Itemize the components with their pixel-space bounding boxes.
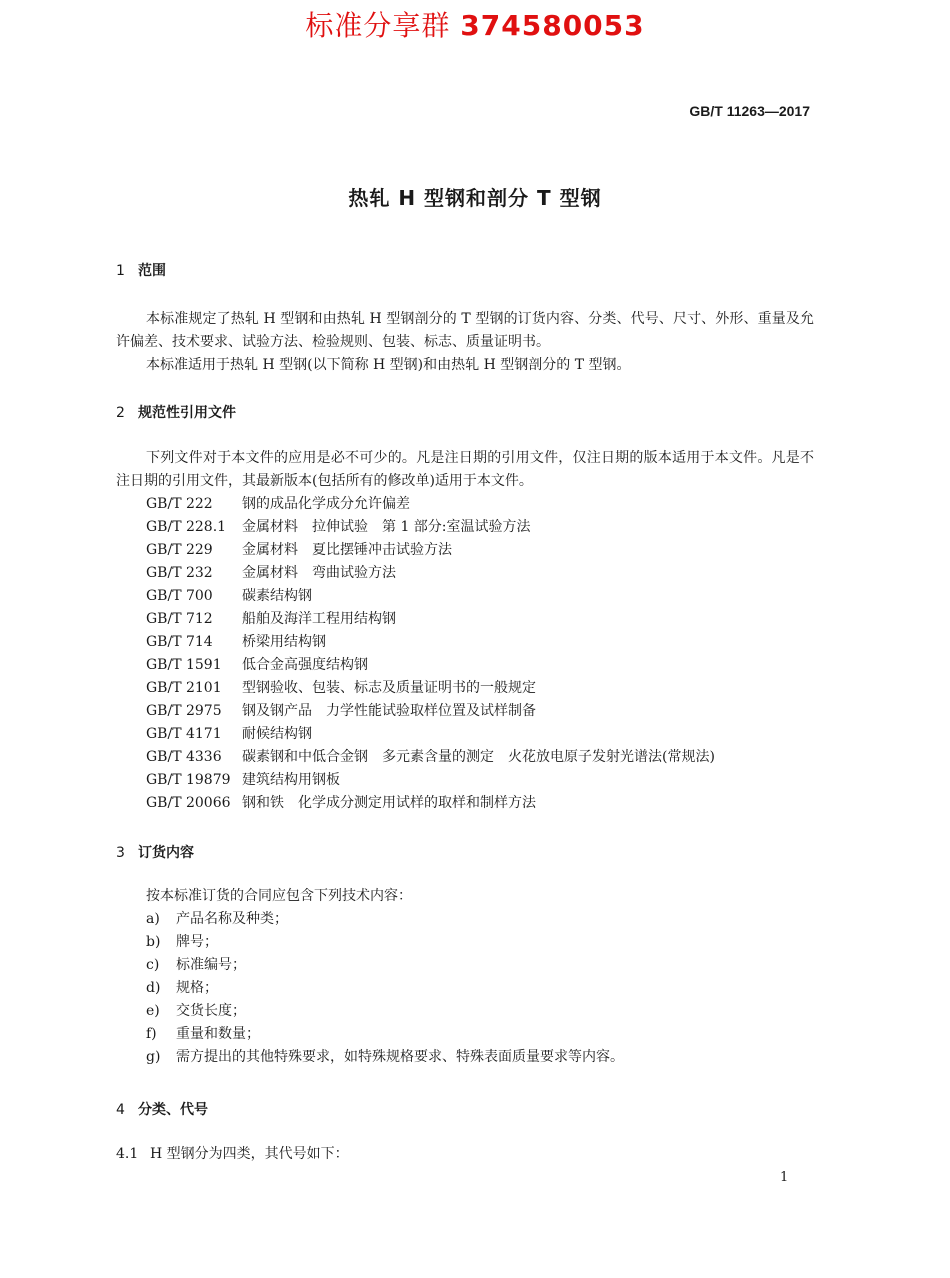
reference-title: 碳素钢和中低合金钢 多元素含量的测定 火花放电原子发射光谱法(常规法) xyxy=(242,749,715,765)
reference-title: 钢的成品化学成分允许偏差 xyxy=(242,496,410,512)
reference-code: GB/T 222 xyxy=(146,496,213,512)
reference-title: 桥梁用结构钢 xyxy=(242,634,326,650)
item-marker: f) xyxy=(146,1026,157,1042)
section-number: 2 xyxy=(116,405,125,421)
item-text: 交货长度； xyxy=(176,1003,246,1019)
reference-title: 钢及钢产品 力学性能试验取样位置及试样制备 xyxy=(242,703,536,719)
clause-text: H 型钢分为四类，其代号如下： xyxy=(150,1146,349,1162)
banner-text: 标准分享群 xyxy=(305,9,451,42)
reference-title: 耐候结构钢 xyxy=(242,726,312,742)
order-item xyxy=(146,954,624,977)
section-title: 分类、代号 xyxy=(138,1102,208,1118)
item-marker: e) xyxy=(146,1003,160,1019)
section-3-heading xyxy=(116,842,194,862)
reference-code: GB/T 2975 xyxy=(146,703,222,719)
order-item xyxy=(146,1023,624,1046)
banner-number: 374580053 xyxy=(460,9,645,42)
reference-code: GB/T 20066 xyxy=(146,795,231,811)
reference-item xyxy=(146,654,715,677)
item-text: 需方提出的其他特殊要求，如特殊规格要求、特殊表面质量要求等内容。 xyxy=(176,1049,624,1065)
scope-paragraph-2: 本标准适用于热轧 H 型钢(以下简称 H 型钢)和由热轧 H 型钢剖分的 T 型钢。 xyxy=(146,357,631,373)
reference-code: GB/T 700 xyxy=(146,588,213,604)
section-4-heading xyxy=(116,1099,208,1119)
document-title: 热轧 H 型钢和剖分 T 型钢 xyxy=(348,186,602,210)
item-text: 产品名称及种类； xyxy=(176,911,288,927)
reference-title: 钢和铁 化学成分测定用试样的取样和制样方法 xyxy=(242,795,536,811)
reference-item xyxy=(146,792,715,815)
reference-item xyxy=(146,493,715,516)
reference-title: 建筑结构用钢板 xyxy=(242,772,340,788)
reference-item xyxy=(146,631,715,654)
reference-code: GB/T 1591 xyxy=(146,657,222,673)
reference-code: GB/T 4171 xyxy=(146,726,222,742)
reference-code: GB/T 712 xyxy=(146,611,213,627)
reference-item xyxy=(146,700,715,723)
reference-title: 低合金高强度结构钢 xyxy=(242,657,368,673)
item-marker: a) xyxy=(146,911,160,927)
clause-number: 4.1 xyxy=(116,1146,139,1162)
order-item xyxy=(146,1046,624,1069)
clause-4-1 xyxy=(116,1143,814,1166)
order-intro: 按本标准订货的合同应包含下列技术内容： xyxy=(146,888,412,904)
section-title: 范围 xyxy=(138,263,166,279)
standard-code: GB/T 11263—2017 xyxy=(689,103,810,119)
page-number: 1 xyxy=(780,1170,789,1185)
reference-item xyxy=(146,516,715,539)
reference-code: GB/T 228.1 xyxy=(146,519,227,535)
reference-title: 碳素结构钢 xyxy=(242,588,312,604)
reference-title: 金属材料 弯曲试验方法 xyxy=(242,565,396,581)
section-title: 订货内容 xyxy=(138,845,194,861)
section-title: 规范性引用文件 xyxy=(138,405,236,421)
item-marker: b) xyxy=(146,934,161,950)
item-text: 标准编号； xyxy=(176,957,246,973)
scope-paragraph-1: 本标准规定了热轧 H 型钢和由热轧 H 型钢剖分的 T 型钢的订货内容、分类、代号、尺寸、外形、重量及允许偏差、技术要求、试验方法、检验规则、包装、标志、质量证明书。 xyxy=(116,311,814,350)
order-item xyxy=(146,1000,624,1023)
reference-item xyxy=(146,746,715,769)
normative-references-list xyxy=(146,493,715,815)
reference-item xyxy=(146,539,715,562)
reference-item xyxy=(146,769,715,792)
item-text: 规格； xyxy=(176,980,218,996)
reference-code: GB/T 232 xyxy=(146,565,213,581)
reference-item xyxy=(146,562,715,585)
reference-item xyxy=(146,677,715,700)
order-item xyxy=(146,977,624,1000)
reference-title: 金属材料 拉伸试验 第 1 部分:室温试验方法 xyxy=(242,519,531,535)
reference-code: GB/T 2101 xyxy=(146,680,222,696)
section-1-heading xyxy=(116,260,166,280)
reference-item xyxy=(146,585,715,608)
item-text: 重量和数量； xyxy=(176,1026,260,1042)
item-text: 牌号； xyxy=(176,934,218,950)
reference-code: GB/T 229 xyxy=(146,542,213,558)
section-number: 4 xyxy=(116,1102,125,1118)
order-items-list xyxy=(146,908,624,1069)
reference-code: GB/T 4336 xyxy=(146,749,222,765)
item-marker: d) xyxy=(146,980,161,996)
reference-title: 金属材料 夏比摆锤冲击试验方法 xyxy=(242,542,452,558)
section-number: 1 xyxy=(116,263,125,279)
order-item xyxy=(146,931,624,954)
references-intro: 下列文件对于本文件的应用是必不可少的。凡是注日期的引用文件，仅注日期的版本适用于本文件。凡是不注日期的引用文件，其最新版本(包括所有的修改单)适用于本文件。 xyxy=(116,450,814,489)
section-2-heading xyxy=(116,402,236,422)
reference-item xyxy=(146,608,715,631)
item-marker: g) xyxy=(146,1049,161,1065)
reference-title: 船舶及海洋工程用结构钢 xyxy=(242,611,396,627)
reference-item xyxy=(146,723,715,746)
reference-title: 型钢验收、包装、标志及质量证明书的一般规定 xyxy=(242,680,536,696)
item-marker: c) xyxy=(146,957,160,973)
reference-code: GB/T 19879 xyxy=(146,772,231,788)
section-number: 3 xyxy=(116,845,125,861)
order-item xyxy=(146,908,624,931)
reference-code: GB/T 714 xyxy=(146,634,213,650)
share-group-banner xyxy=(0,4,950,44)
